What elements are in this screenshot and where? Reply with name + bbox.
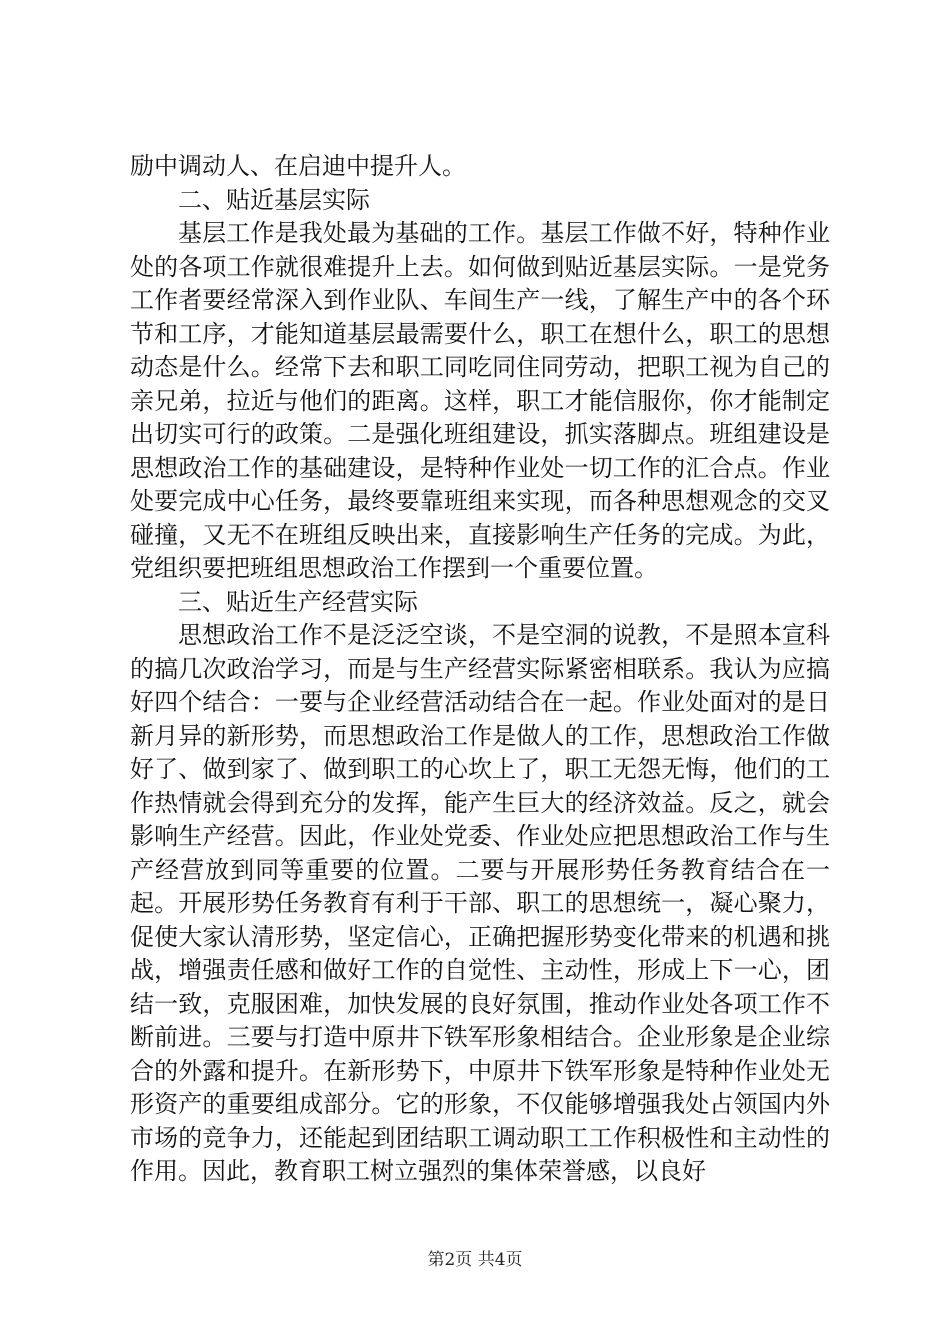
continuation-paragraph: 励中调动人、在启迪中提升人。 (130, 152, 466, 180)
section-heading-2: 二、贴近基层实际 (178, 185, 370, 214)
document-body (130, 150, 830, 1189)
page-footer: 第2页 共4页 (427, 1250, 523, 1270)
section-heading-3: 三、贴近生产经营实际 (178, 587, 418, 616)
body-paragraph-2: 思想政治工作不是泛泛空谈，不是空洞的说教，不是照本宣科的搞几次政治学习，而是与生产经营实际紧密相联系。我认为应搞好四个结合：一要与企业经营活动结合在一起。作业处面对的是日新月异的新形势，而思想政治工作是做人的工作，思想政治工作做好了、做到家了、做到职工的心坎上了，职工无怨无悔，他们的工作热情就会得到充分的发挥，能产生巨大的经济效益。反之，就会影响生产经营。因此，作业处党委、作业处应把思想政治工作与生产经营放到同等重要的位置。二要与开展形势任务教育结合在一起。开展形势任务教育有利于干部、职工的思想统一，凝心聚力，促使大家认清形势，坚定信心，正确把握形势变化带来的机遇和挑战，增强责任感和做好工作的自觉性、主动性，形成上下一心，团结一致，克服困难，加快发展的良好氛围，推动作业处各项工作不断前进。三要与打造中原井下铁军形象相结合。企业形象是企业综合的外露和提升。在新形势下，中原井下铁军形象是特种作业处无形资产的重要组成部分。它的形象，不仅能够增强我处占领国内外市场的竞争力，还能起到团结职工调动职工工作积极性和主动性的作用。因此，教育职工树立强烈的集体荣誉感，以良好 (130, 621, 830, 1185)
body-paragraph-1: 基层工作是我处最为基础的工作。基层工作做不好，特种作业处的各项工作就很难提升上去。如何做到贴近基层实际。一是党务工作者要经常深入到作业队、车间生产一线，了解生产中的各个环节和工序，才能知道基层最需要什么，职工在想什么，职工的思想动态是什么。经常下去和职工同吃同住同劳动，把职工视为自己的亲兄弟，拉近与他们的距离。这样，职工才能信服你，你才能制定出切实可行的政策。二是强化班组建设，抓实落脚点。班组建设是思想政治工作的基础建设，是特种作业处一切工作的汇合点。作业处要完成中心任务，最终要靠班组来实现，而各种思想观念的交叉碰撞，又无不在班组反映出来，直接影响生产任务的完成。为此，党组织要把班组思想政治工作摆到一个重要位置。 (130, 219, 830, 582)
